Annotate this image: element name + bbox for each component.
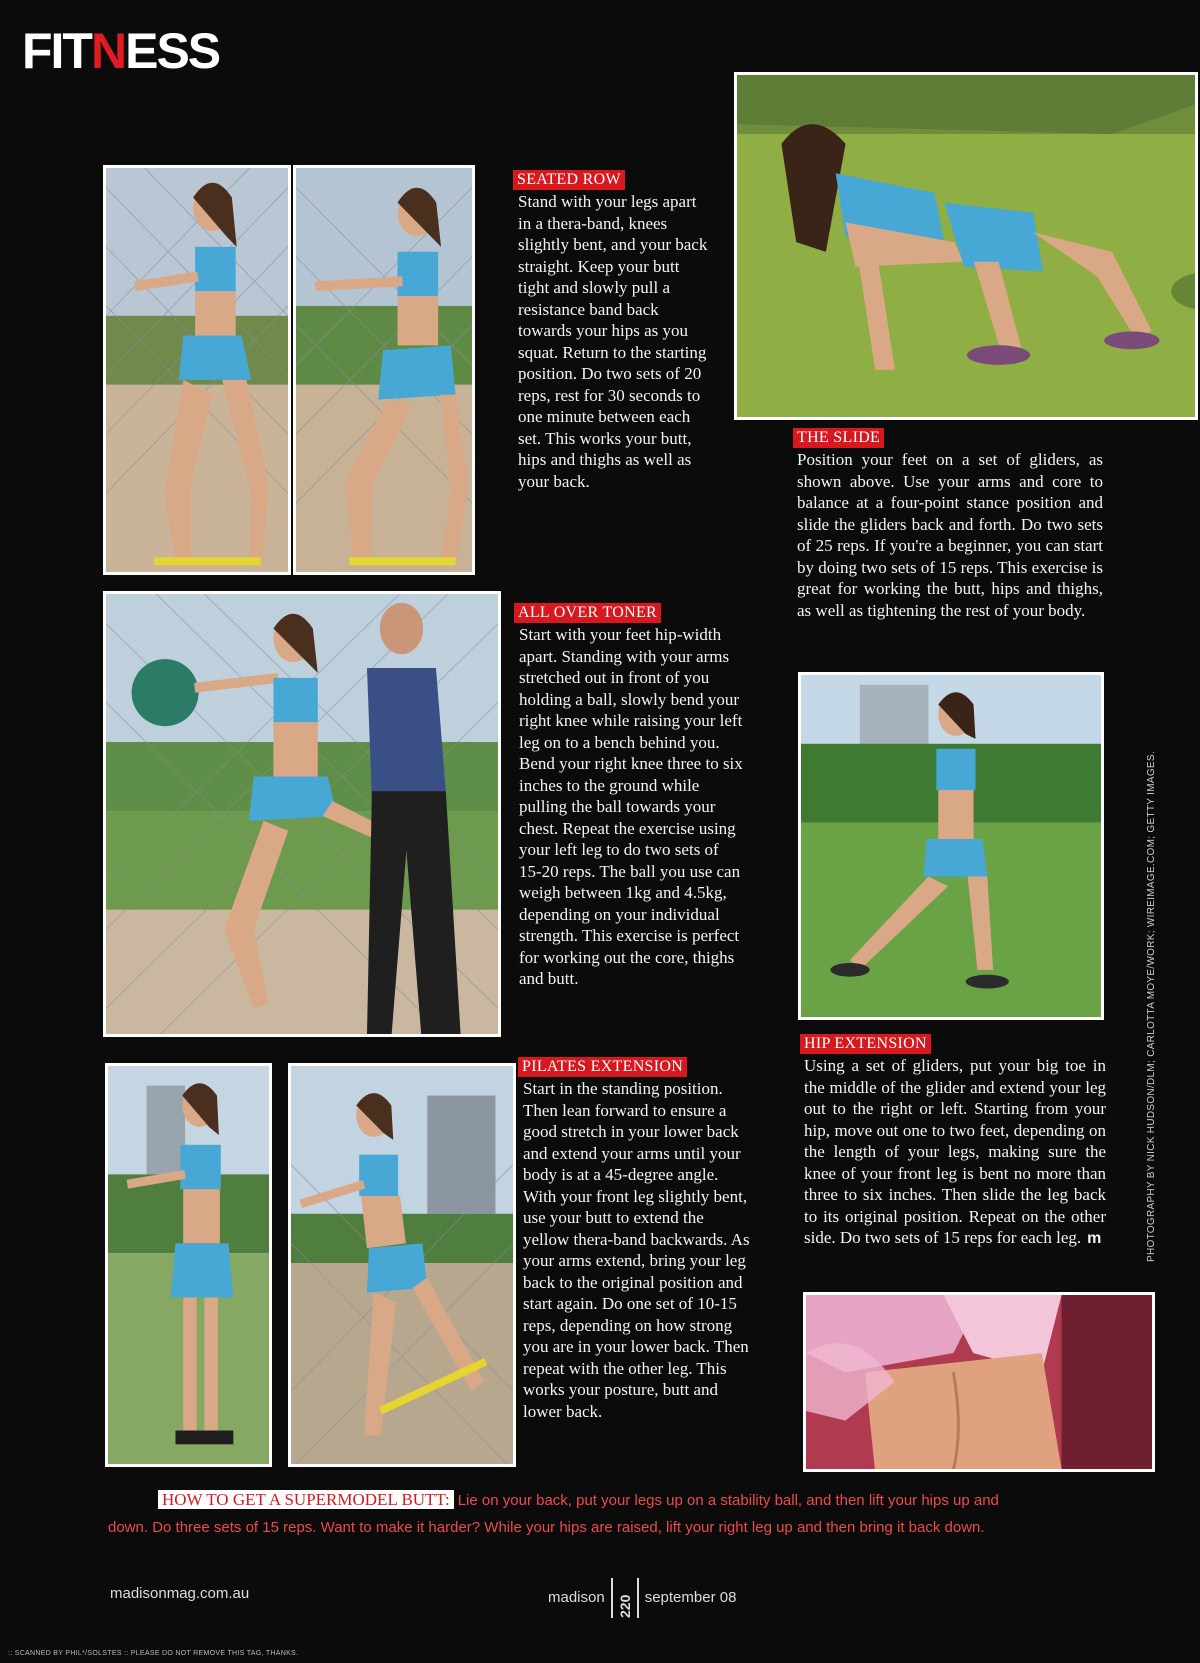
pilates-extension-photo-1 (105, 1063, 272, 1467)
page-number: 220 (611, 1578, 639, 1618)
photo-credit: PHOTOGRAPHY BY NICK HUDSON/DLM; CARLOTTA MOYE/WORK; WIREIMAGE.COM; GETTY IMAGES. (1146, 751, 1157, 1262)
tip-line-1 (108, 1486, 1108, 1514)
seated-row-photo-1 (103, 165, 291, 575)
all-over-toner-label: ALL OVER TONER (514, 603, 661, 623)
footer-folio (548, 1578, 736, 1618)
end-mark: m (1087, 1230, 1102, 1247)
pilates-extension-photo-2 (288, 1063, 516, 1467)
seated-row-text: Stand with your legs apart in a thera-band, knees slightly bent, and your back straight. Keep your butt tight and slowly pull a resistance band back towards your hips as you squat. Return to the starting position. Do two sets of 20 reps, rest for 30 seconds to one minute between each set. This works your butt, hips and thighs as well as your back. (518, 192, 708, 491)
hip-extension-label: HIP EXTENSION (800, 1034, 931, 1054)
tip-text-2: down. Do three sets of 15 reps. Want to make it harder? While your hips are raised, lift your right leg up and then bring it back down. (108, 1519, 985, 1536)
hip-extension-body: Using a set of gliders, put your big toe in the middle of the glider and extend your leg out to the right or left. Starting from your hip, move out one to two feet, depending on the length of your legs, making sure the knee of your front leg is bent no more than three to six inches. Then slide the leg back to its original position. Repeat on the other side. Do two sets of 15 reps for each leg. (804, 1056, 1106, 1247)
the-slide-label: THE SLIDE (793, 428, 884, 448)
seated-row-label: SEATED ROW (513, 170, 625, 190)
header-part1: FIT (22, 23, 91, 79)
footer-issue: september 08 (644, 1588, 737, 1606)
pilates-extension-label: PILATES EXTENSION (518, 1057, 687, 1077)
all-over-toner-photo (103, 591, 501, 1037)
supermodel-butt-tip (108, 1486, 1108, 1541)
footer-magazine: madison (548, 1588, 605, 1606)
supermodel-photo (803, 1292, 1155, 1472)
scan-tag: :: SCANNED BY PHIL*/SOLSTES :: PLEASE DO NOT REMOVE THIS TAG, THANKS. (8, 1650, 299, 1657)
the-slide-text: Position your feet on a set of gliders, as shown above. Use your arms and core to balance at a four-point stance position and slide the gliders back and forth. Do two sets of 25 reps. If you're a beginner, you can start by doing two sets of 15 reps. This exercise is great for working the butt, hips and thighs, as well as tightening the rest of your body. (797, 450, 1103, 620)
header-part3: ESS (125, 23, 220, 79)
seated-row-photo-2 (293, 165, 475, 575)
header-accent-letter: N (90, 23, 126, 79)
hip-extension-photo (798, 672, 1104, 1020)
all-over-toner-text: Start with your feet hip-width apart. Standing with your arms stretched out in front of you holding a ball, slowly bend your right knee while raising your left leg on to a bench behind you. Bend your right knee three to six inches to the ground while pulling the ball towards your chest. Repeat the exercise using your left leg to do two sets of 15-20 reps. The ball you use can weigh between 1kg and 4.5kg, depending on your individual strength. This exercise is perfect for working out the core, thighs and butt. (519, 625, 743, 988)
tip-label: HOW TO GET A SUPERMODEL BUTT: (158, 1490, 454, 1509)
section-header (22, 23, 220, 79)
tip-text-1: Lie on your back, put your legs up on a stability ball, and then lift your hips up and (457, 1492, 999, 1509)
pilates-extension-text: Start in the standing position. Then lean forward to ensure a good stretch in your lower back and extend your arms until your body is at a 45-degree angle. With your front leg slightly bent, use your butt to extend the yellow thera-band backwards. As your arms extend, bring your leg back to the original position and start again. Do one set of 10-15 reps, depending on how strong you are in your lower back. Then repeat with the other leg. This works your posture, butt and lower back. (523, 1079, 750, 1421)
hip-extension-text (804, 1055, 1106, 1250)
footer-website: madisonmag.com.au (110, 1585, 250, 1602)
the-slide-photo (734, 72, 1198, 420)
